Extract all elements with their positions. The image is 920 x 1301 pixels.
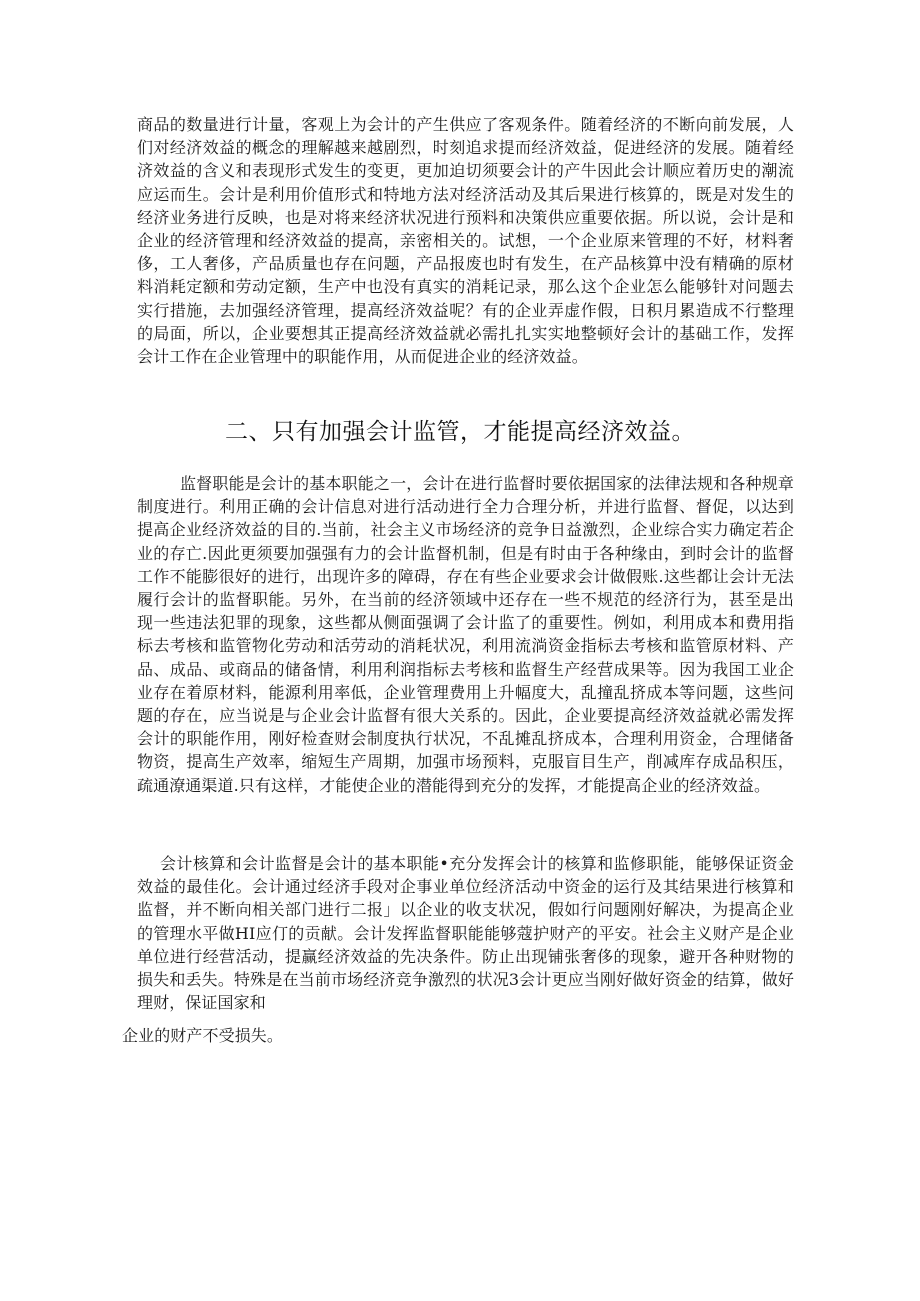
paragraph-supervision-function: 监督职能是会计的基本职能之一，会计在进行监督时要依据国家的法律法规和各种规章制度进行。利用正确的会计信息对进行活动进行全力合理分析，并进行监督、督促，以达到提高企业经济效益的目的.当前，社会主义市场经济的竞争日益激烈，企业综合实力确定若企业的存亡.因此更须要加强强有力的会计监督机制，但是有时由于各种缘由，到时会计的监督工作不能膨很好的进行，出现许多的障碍，存在有些企业要求会计做假账.这些都让会计无法履行会计的监督职能。另外，在当前的经济领域中还存在一些不规范的经济行为，甚至是出现一些违法犯罪的现象，这些都从侧面强调了会计监了的重要性。例如，利用成本和费用指标去考核和监管物化劳动和活劳动的消耗状况，利用流淌资金指标去考核和监管原材料、产品、成品、或商品的储备情，利用利润指标去考核和监督生产经营成果等。因为我国工业企业存在着原材料，能源利用率低，企业管理费用上升幅度大，乱撞乱挤成本等问题，这些问题的存在，应当说是与企业会计监督有很大关系的。因此，企业要提高经济效益就必需发挥会计的职能作用，刚好检查财会制度执行状况，不乱摊乱挤成本，合理利用资金，合理储备物资，提高生产效率，缩短生产周期，加强市场预料，克服盲目生产，削减库存成品积压，疏通潦通渠道.只有这样，才能使企业的潜能得到充分的发挥，才能提高企业的经济效益。 <box>137 474 794 795</box>
paragraph-accounting-origin: 商品的数量进行计量，客观上为会计的产生供应了客观条件。随着经济的不断向前发展，人们对经济效益的概念的理解越来越剧烈，时刻追求提而经济效益，促进经济的发展。随着经济效益的含义和表现形式发生的变更，更加迫切须要会计的产牛因此会计顺应着历史的潮流应运而生。会计是利用价值形式和特地方法对经济活动及其后果进行核算的，既是对发生的经济业务进行反映，也是对将来经济状况进行预料和决策供应重要依据。所以说，会计是和企业的经济管理和经济效益的提高，亲密相关的。试想，一个企业原来管理的不好，材料奢侈，工人奢侈，产品质量也存在问题，产品报废也时有发生，在产品核算中没有精确的原材料消耗定额和劳动定额，生产中也没有真实的消耗记录，那么这个企业怎么能够针对问题去实行措施，去加强经济管理，提高经济效益呢？有的企业弄虚作假，日积月累造成不行整理的局面，所以，企业要想其正提高经济效益就必需扎扎实实地整顿好会计的基础工作，发挥会计工作在企业管理中的职能作用，从而促进企业的经济效益。 <box>137 115 794 367</box>
paragraph-accounting-and-supervision: 会计核算和会计监督是会计的基本职能•充分发挥会计的核算和监修职能，能够保证资金效益的最佳化。会计通过经济手段对企事业单位经济活动中资金的运行及其结果进行核算和监督，并不断向相关部门进行二报」以企业的收支状况，假如行问题刚好解决，为提高企业的管理水平做HI应仃的贡献。会计发挥监督职能能够蔻护财产的平安。社会主义财产是企业单位进行经营活动，提赢经济效益的先决条件。防止出现铺张奢侈的现象，避开各种财物的损失和丢失。特殊是在当前市场经济竞争激烈的状况3会计更应当刚好做好资金的结算，做好理财，保证国家和 <box>137 854 794 1013</box>
section-heading-2: 二、只有加强会计监管，才能提高经济效益。 <box>225 419 695 445</box>
paragraph-closing-line: 企业的财产不受损失。 <box>122 1026 284 1045</box>
